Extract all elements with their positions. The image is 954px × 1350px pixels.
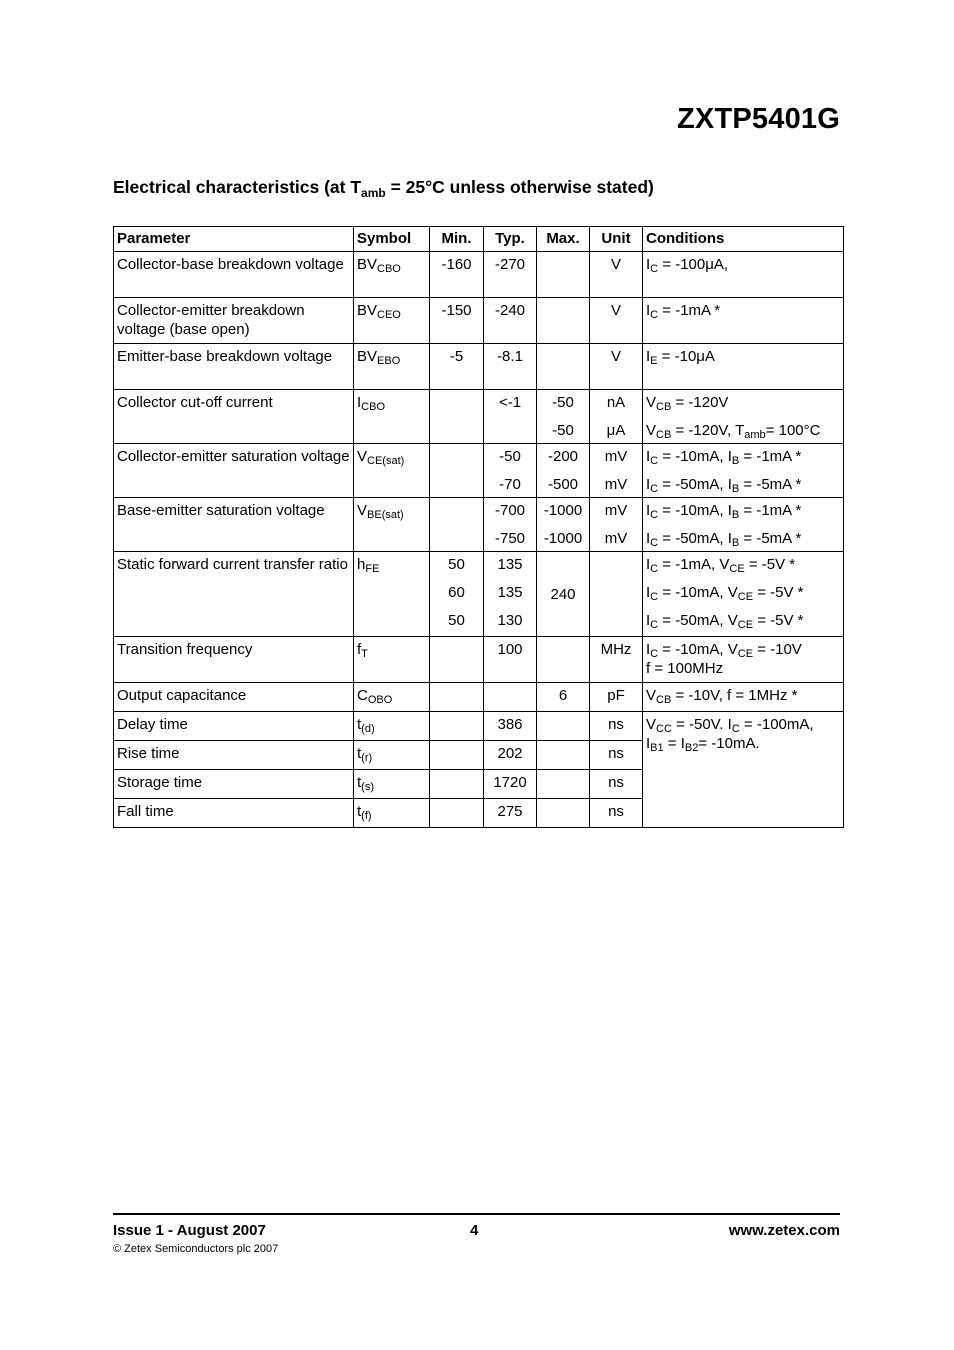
max-cell xyxy=(537,770,590,799)
parameter-cell: Static forward current transfer ratio xyxy=(114,552,354,637)
max-cell xyxy=(537,637,590,683)
max-cell: 6 xyxy=(537,683,590,712)
symbol-cell: $t_{(d)}$ xyxy=(354,712,430,741)
footer-divider xyxy=(113,1213,840,1215)
max-cell: 240 xyxy=(537,552,590,637)
symbol-cell: $t_{(r)}$ xyxy=(354,741,430,770)
max-cell xyxy=(537,799,590,828)
parameter-cell: Collector-emitter saturation voltage xyxy=(114,444,354,498)
parameter-cell: Output capacitance xyxy=(114,683,354,712)
min-cell xyxy=(430,741,484,770)
table-row xyxy=(114,252,844,298)
electrical-characteristics-table xyxy=(113,226,844,828)
column-header: Symbol xyxy=(354,227,430,252)
symbol-cell: $V_{BE(sat)}$ xyxy=(354,498,430,552)
typ-cell xyxy=(484,683,537,712)
min-cell: 50 60 50 xyxy=(430,552,484,637)
min-cell xyxy=(430,498,484,552)
issue-date: Issue 1 - August 2007 xyxy=(113,1222,266,1239)
parameter-cell: Transition frequency xyxy=(114,637,354,683)
max-cell xyxy=(537,298,590,344)
typ-cell: -700 -750 xyxy=(484,498,537,552)
conditions-cell: $V_{CB} = -10V$, f = 1MHz * xyxy=(643,683,844,712)
conditions-cell: $I_E = -10\mu A$ xyxy=(643,344,844,390)
symbol-cell: $h_{FE}$ xyxy=(354,552,430,637)
max-cell xyxy=(537,741,590,770)
max-cell xyxy=(537,712,590,741)
max-cell: -1000 -1000 xyxy=(537,498,590,552)
table-row xyxy=(114,712,844,741)
typ-cell: 100 xyxy=(484,637,537,683)
min-cell xyxy=(430,444,484,498)
max-cell: -200 -500 xyxy=(537,444,590,498)
symbol-cell: $BV_{CBO}$ xyxy=(354,252,430,298)
conditions-cell: $I_C = -1mA$ * xyxy=(643,298,844,344)
min-cell: -5 xyxy=(430,344,484,390)
copyright-notice: © Zetex Semiconductors plc 2007 xyxy=(113,1243,279,1255)
min-cell: -160 xyxy=(430,252,484,298)
typ-cell: 135 135 130 xyxy=(484,552,537,637)
symbol-cell: $I_{CBO}$ xyxy=(354,390,430,444)
unit-cell: ns xyxy=(590,799,643,828)
conditions-cell: $I_C = -100\mu A$, xyxy=(643,252,844,298)
column-header: Unit xyxy=(590,227,643,252)
symbol-cell: $C_{OBO}$ xyxy=(354,683,430,712)
parameter-cell: Fall time xyxy=(114,799,354,828)
table-row xyxy=(114,552,844,637)
unit-cell: V xyxy=(590,252,643,298)
column-header: Typ. xyxy=(484,227,537,252)
table-row xyxy=(114,298,844,344)
column-header: Parameter xyxy=(114,227,354,252)
unit-cell: MHz xyxy=(590,637,643,683)
min-cell xyxy=(430,637,484,683)
table-header-row xyxy=(114,227,844,252)
parameter-cell: Rise time xyxy=(114,741,354,770)
conditions-cell: $I_C = -10mA$, $I_B = -1mA$ * $I_C = -50mA$, $I_B = -5mA$ * xyxy=(643,498,844,552)
unit-cell: nA μA xyxy=(590,390,643,444)
typ-cell: -50 -70 xyxy=(484,444,537,498)
typ-cell: -8.1 xyxy=(484,344,537,390)
table-row xyxy=(114,344,844,390)
min-cell xyxy=(430,770,484,799)
min-cell xyxy=(430,712,484,741)
unit-cell: mV mV xyxy=(590,498,643,552)
parameter-cell: Base-emitter saturation voltage xyxy=(114,498,354,552)
symbol-cell: $BV_{EBO}$ xyxy=(354,344,430,390)
column-header: Max. xyxy=(537,227,590,252)
typ-cell: 386 xyxy=(484,712,537,741)
typ-cell: -270 xyxy=(484,252,537,298)
unit-cell: pF xyxy=(590,683,643,712)
parameter-cell: Emitter-base breakdown voltage xyxy=(114,344,354,390)
unit-cell: mV mV xyxy=(590,444,643,498)
symbol-cell: $BV_{CEO}$ xyxy=(354,298,430,344)
parameter-cell: Storage time xyxy=(114,770,354,799)
parameter-cell: Collector-emitter breakdown voltage (base open) xyxy=(114,298,354,344)
unit-cell: ns xyxy=(590,741,643,770)
typ-cell: -240 xyxy=(484,298,537,344)
conditions-cell: $I_C = -10mA$, $I_B = -1mA$ * $I_C = -50mA$, $I_B = -5mA$ * xyxy=(643,444,844,498)
symbol-cell: $t_{(f)}$ xyxy=(354,799,430,828)
part-number-title: ZXTP5401G xyxy=(677,103,840,135)
unit-cell: V xyxy=(590,298,643,344)
unit-cell: ns xyxy=(590,770,643,799)
unit-cell: ns xyxy=(590,712,643,741)
min-cell xyxy=(430,683,484,712)
min-cell xyxy=(430,390,484,444)
table-row xyxy=(114,498,844,552)
switching-conditions-cell: $V_{CC} = -50V$. $I_C = -100mA$, $I_{B1} = I_{B2}= -10mA$. xyxy=(643,712,844,828)
min-cell: -150 xyxy=(430,298,484,344)
table-row xyxy=(114,637,844,683)
typ-cell: <-1 xyxy=(484,390,537,444)
parameter-cell: Collector cut-off current xyxy=(114,390,354,444)
page-number: 4 xyxy=(470,1222,479,1239)
column-header: Conditions xyxy=(643,227,844,252)
conditions-cell: $I_C = -10mA$, $V_{CE} = -10V$ f = 100MHz xyxy=(643,637,844,683)
max-cell xyxy=(537,252,590,298)
max-cell xyxy=(537,344,590,390)
section-heading: Electrical characteristics (at $T_{amb} = 25^\circ C$ unless otherwise stated) xyxy=(113,177,654,200)
table-row xyxy=(114,444,844,498)
table-row xyxy=(114,390,844,444)
column-header: Min. xyxy=(430,227,484,252)
symbol-cell: $V_{CE(sat)}$ xyxy=(354,444,430,498)
conditions-cell: $I_C = -1mA$, $V_{CE} = -5V$ * $I_C = -10mA$, $V_{CE} = -5V$ * $I_C = -50mA$, $V_{CE} = -5V$ * xyxy=(643,552,844,637)
min-cell xyxy=(430,799,484,828)
typ-cell: 1720 xyxy=(484,770,537,799)
symbol-cell: $t_{(s)}$ xyxy=(354,770,430,799)
conditions-cell: $V_{CB} = -120V$ $V_{CB} = -120V$, $T_{amb}= 100^\circ C$ xyxy=(643,390,844,444)
typ-cell: 202 xyxy=(484,741,537,770)
unit-cell xyxy=(590,552,643,637)
website-link[interactable]: www.zetex.com xyxy=(728,1222,840,1239)
typ-cell: 275 xyxy=(484,799,537,828)
unit-cell: V xyxy=(590,344,643,390)
max-cell: -50 -50 xyxy=(537,390,590,444)
parameter-cell: Delay time xyxy=(114,712,354,741)
table-row xyxy=(114,683,844,712)
symbol-cell: $f_T$ xyxy=(354,637,430,683)
parameter-cell: Collector-base breakdown voltage xyxy=(114,252,354,298)
